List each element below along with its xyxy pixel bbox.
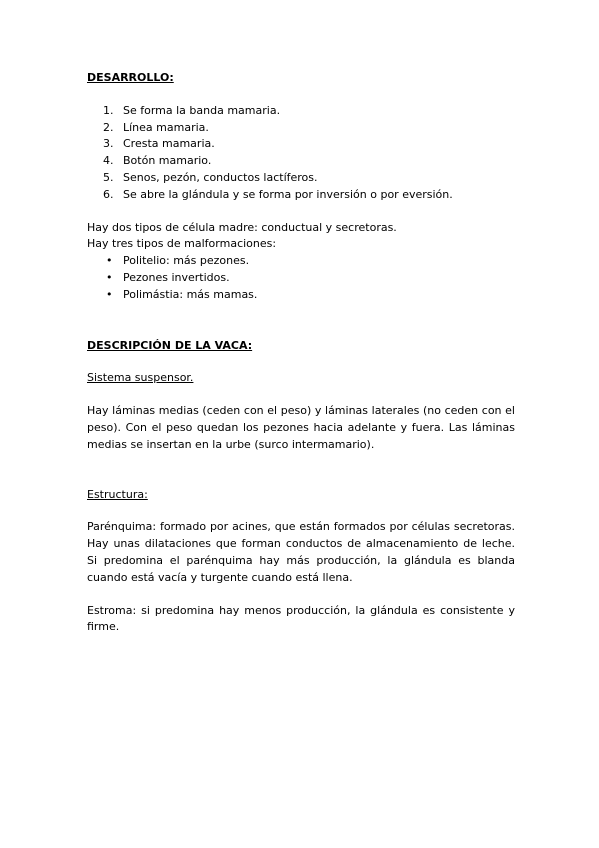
- development-steps-list: [87, 103, 515, 204]
- list-item: [87, 136, 515, 153]
- list-item: [87, 153, 515, 170]
- list-number: 2.: [103, 120, 114, 134]
- list-number: 5.: [103, 170, 114, 184]
- list-item: [87, 270, 515, 287]
- heading-descripcion-vaca: DESCRIPCIÓN DE LA VACA:: [87, 338, 253, 352]
- list-number: 6.: [103, 187, 114, 201]
- list-text: Politelio: más pezones.: [123, 254, 250, 268]
- suspensor-paragraph: Hay láminas medias (ceden con el peso) y láminas laterales (no ceden con el peso). Con el peso quedan los pezones hacia adelante y fuera. Las láminas medias se insertan en la urbe (surco intermamario).: [87, 404, 515, 451]
- list-text: Senos, pezón, conductos lactíferos.: [123, 170, 318, 184]
- list-number: 1.: [103, 103, 114, 117]
- heading-desarrollo: DESARROLLO:: [87, 71, 174, 84]
- parenquima-paragraph: Parénquima: formado por acines, que están formados por células secretoras. Hay unas dilataciones que forman conductos de almacenamiento de leche. Si predomina el parénquima hay más producción, la glándula es blanda cuando está vacía y turgente cuando está llena.: [87, 520, 515, 584]
- list-item: [87, 120, 515, 137]
- bullet-icon: •: [106, 254, 113, 268]
- subheading-estructura: Estructura:: [87, 487, 148, 501]
- list-item: [87, 170, 515, 187]
- list-item: [87, 287, 515, 304]
- malformations-list: [87, 253, 515, 303]
- list-number: 4.: [103, 154, 114, 168]
- stem-cell-paragraph: Hay dos tipos de célula madre: conductual y secretoras.: [87, 220, 397, 234]
- list-number: 3.: [103, 137, 114, 151]
- list-text: Polimástia: más mamas.: [123, 287, 258, 301]
- list-item: [87, 253, 515, 270]
- estroma-paragraph: Estroma: si predomina hay menos producción, la glándula es consistente y firme.: [87, 603, 515, 634]
- list-item: [87, 103, 515, 120]
- list-text: Se forma la banda mamaria.: [123, 103, 281, 117]
- malformations-paragraph: Hay tres tipos de malformaciones:: [87, 237, 277, 251]
- list-text: Línea mamaria.: [123, 120, 209, 134]
- list-item: [87, 187, 515, 204]
- subheading-sistema-suspensor: Sistema suspensor.: [87, 371, 194, 385]
- list-text: Botón mamario.: [123, 154, 212, 168]
- list-text: Se abre la glándula y se forma por inversión o por eversión.: [123, 187, 453, 201]
- bullet-icon: •: [106, 287, 113, 301]
- list-text: Pezones invertidos.: [123, 270, 230, 284]
- bullet-icon: •: [106, 270, 113, 284]
- document-page: [87, 70, 515, 636]
- list-text: Cresta mamaria.: [123, 137, 215, 151]
